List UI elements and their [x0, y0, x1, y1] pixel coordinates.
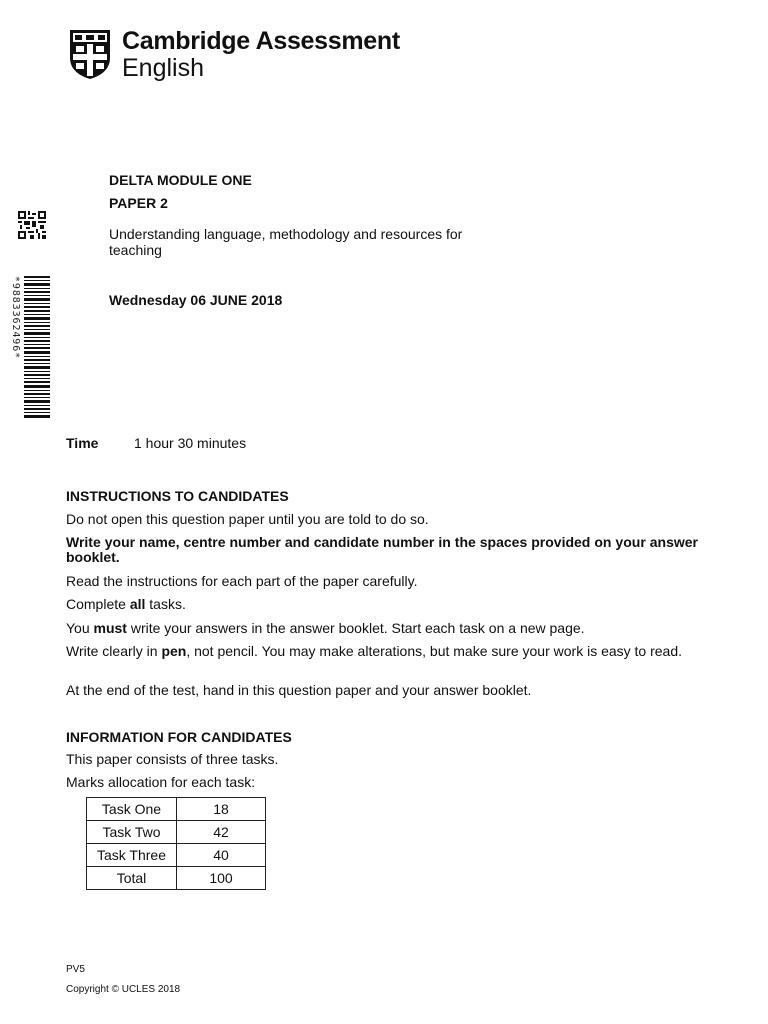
instruction-line	[66, 621, 698, 636]
table-row	[87, 867, 266, 890]
information-heading: INFORMATION FOR CANDIDATES	[66, 729, 292, 745]
paper-code: PV5	[66, 964, 85, 975]
instruction-line	[66, 644, 698, 659]
table-row	[87, 821, 266, 844]
cambridge-shield-icon	[68, 28, 112, 80]
instruction-text: , not pencil. You may make alterations, but make sure your work is easy to read.	[186, 643, 683, 659]
qr-code-icon	[18, 211, 46, 239]
brand-subtitle: English	[122, 54, 204, 82]
instruction-emphasis: pen	[161, 643, 187, 659]
instruction-text: Complete	[66, 596, 130, 612]
task-cell: Task Three	[87, 844, 177, 867]
instruction-emphasis: must	[93, 620, 127, 636]
task-cell: Total	[87, 867, 177, 890]
cambridge-logo	[68, 28, 408, 84]
barcode-number: *9883362496*	[10, 276, 21, 360]
table-row	[87, 798, 266, 821]
instruction-text: tasks.	[145, 596, 186, 612]
module-title: DELTA MODULE ONE	[109, 172, 252, 188]
exam-date: Wednesday 06 JUNE 2018	[109, 292, 283, 308]
barcode-icon	[24, 276, 50, 418]
instruction-line: At the end of the test, hand in this question paper and your answer booklet.	[66, 682, 532, 698]
time-label: Time	[66, 435, 99, 451]
marks-cell: 100	[177, 867, 266, 890]
instruction-line: Read the instructions for each part of the paper carefully.	[66, 573, 418, 589]
instructions-heading: INSTRUCTIONS TO CANDIDATES	[66, 488, 289, 504]
marks-cell: 18	[177, 798, 266, 821]
instruction-emphasis: all	[129, 596, 146, 612]
instruction-line: Do not open this question paper until you are told to do so.	[66, 511, 429, 527]
task-cell: Task Two	[87, 821, 177, 844]
instruction-line: Write your name, centre number and candidate number in the spaces provided on your answer booklet.	[66, 534, 698, 565]
brand-name: Cambridge Assessment	[122, 27, 400, 55]
marks-table	[86, 797, 266, 890]
information-line: This paper consists of three tasks.	[66, 751, 279, 767]
marks-cell: 40	[177, 844, 266, 867]
instruction-text: Write clearly in	[66, 643, 162, 659]
table-row	[87, 844, 266, 867]
instruction-text: You	[66, 620, 94, 636]
task-cell: Task One	[87, 798, 177, 821]
copyright: Copyright © UCLES 2018	[66, 984, 181, 995]
instruction-line	[66, 597, 698, 612]
paper-subject: Understanding language, methodology and resources for teaching	[109, 226, 463, 258]
marks-cell: 42	[177, 821, 266, 844]
time-value: 1 hour 30 minutes	[134, 435, 247, 451]
information-line: Marks allocation for each task:	[66, 774, 256, 790]
instruction-text: write your answers in the answer booklet. Start each task on a new page.	[126, 620, 585, 636]
paper-number: PAPER 2	[109, 195, 168, 211]
